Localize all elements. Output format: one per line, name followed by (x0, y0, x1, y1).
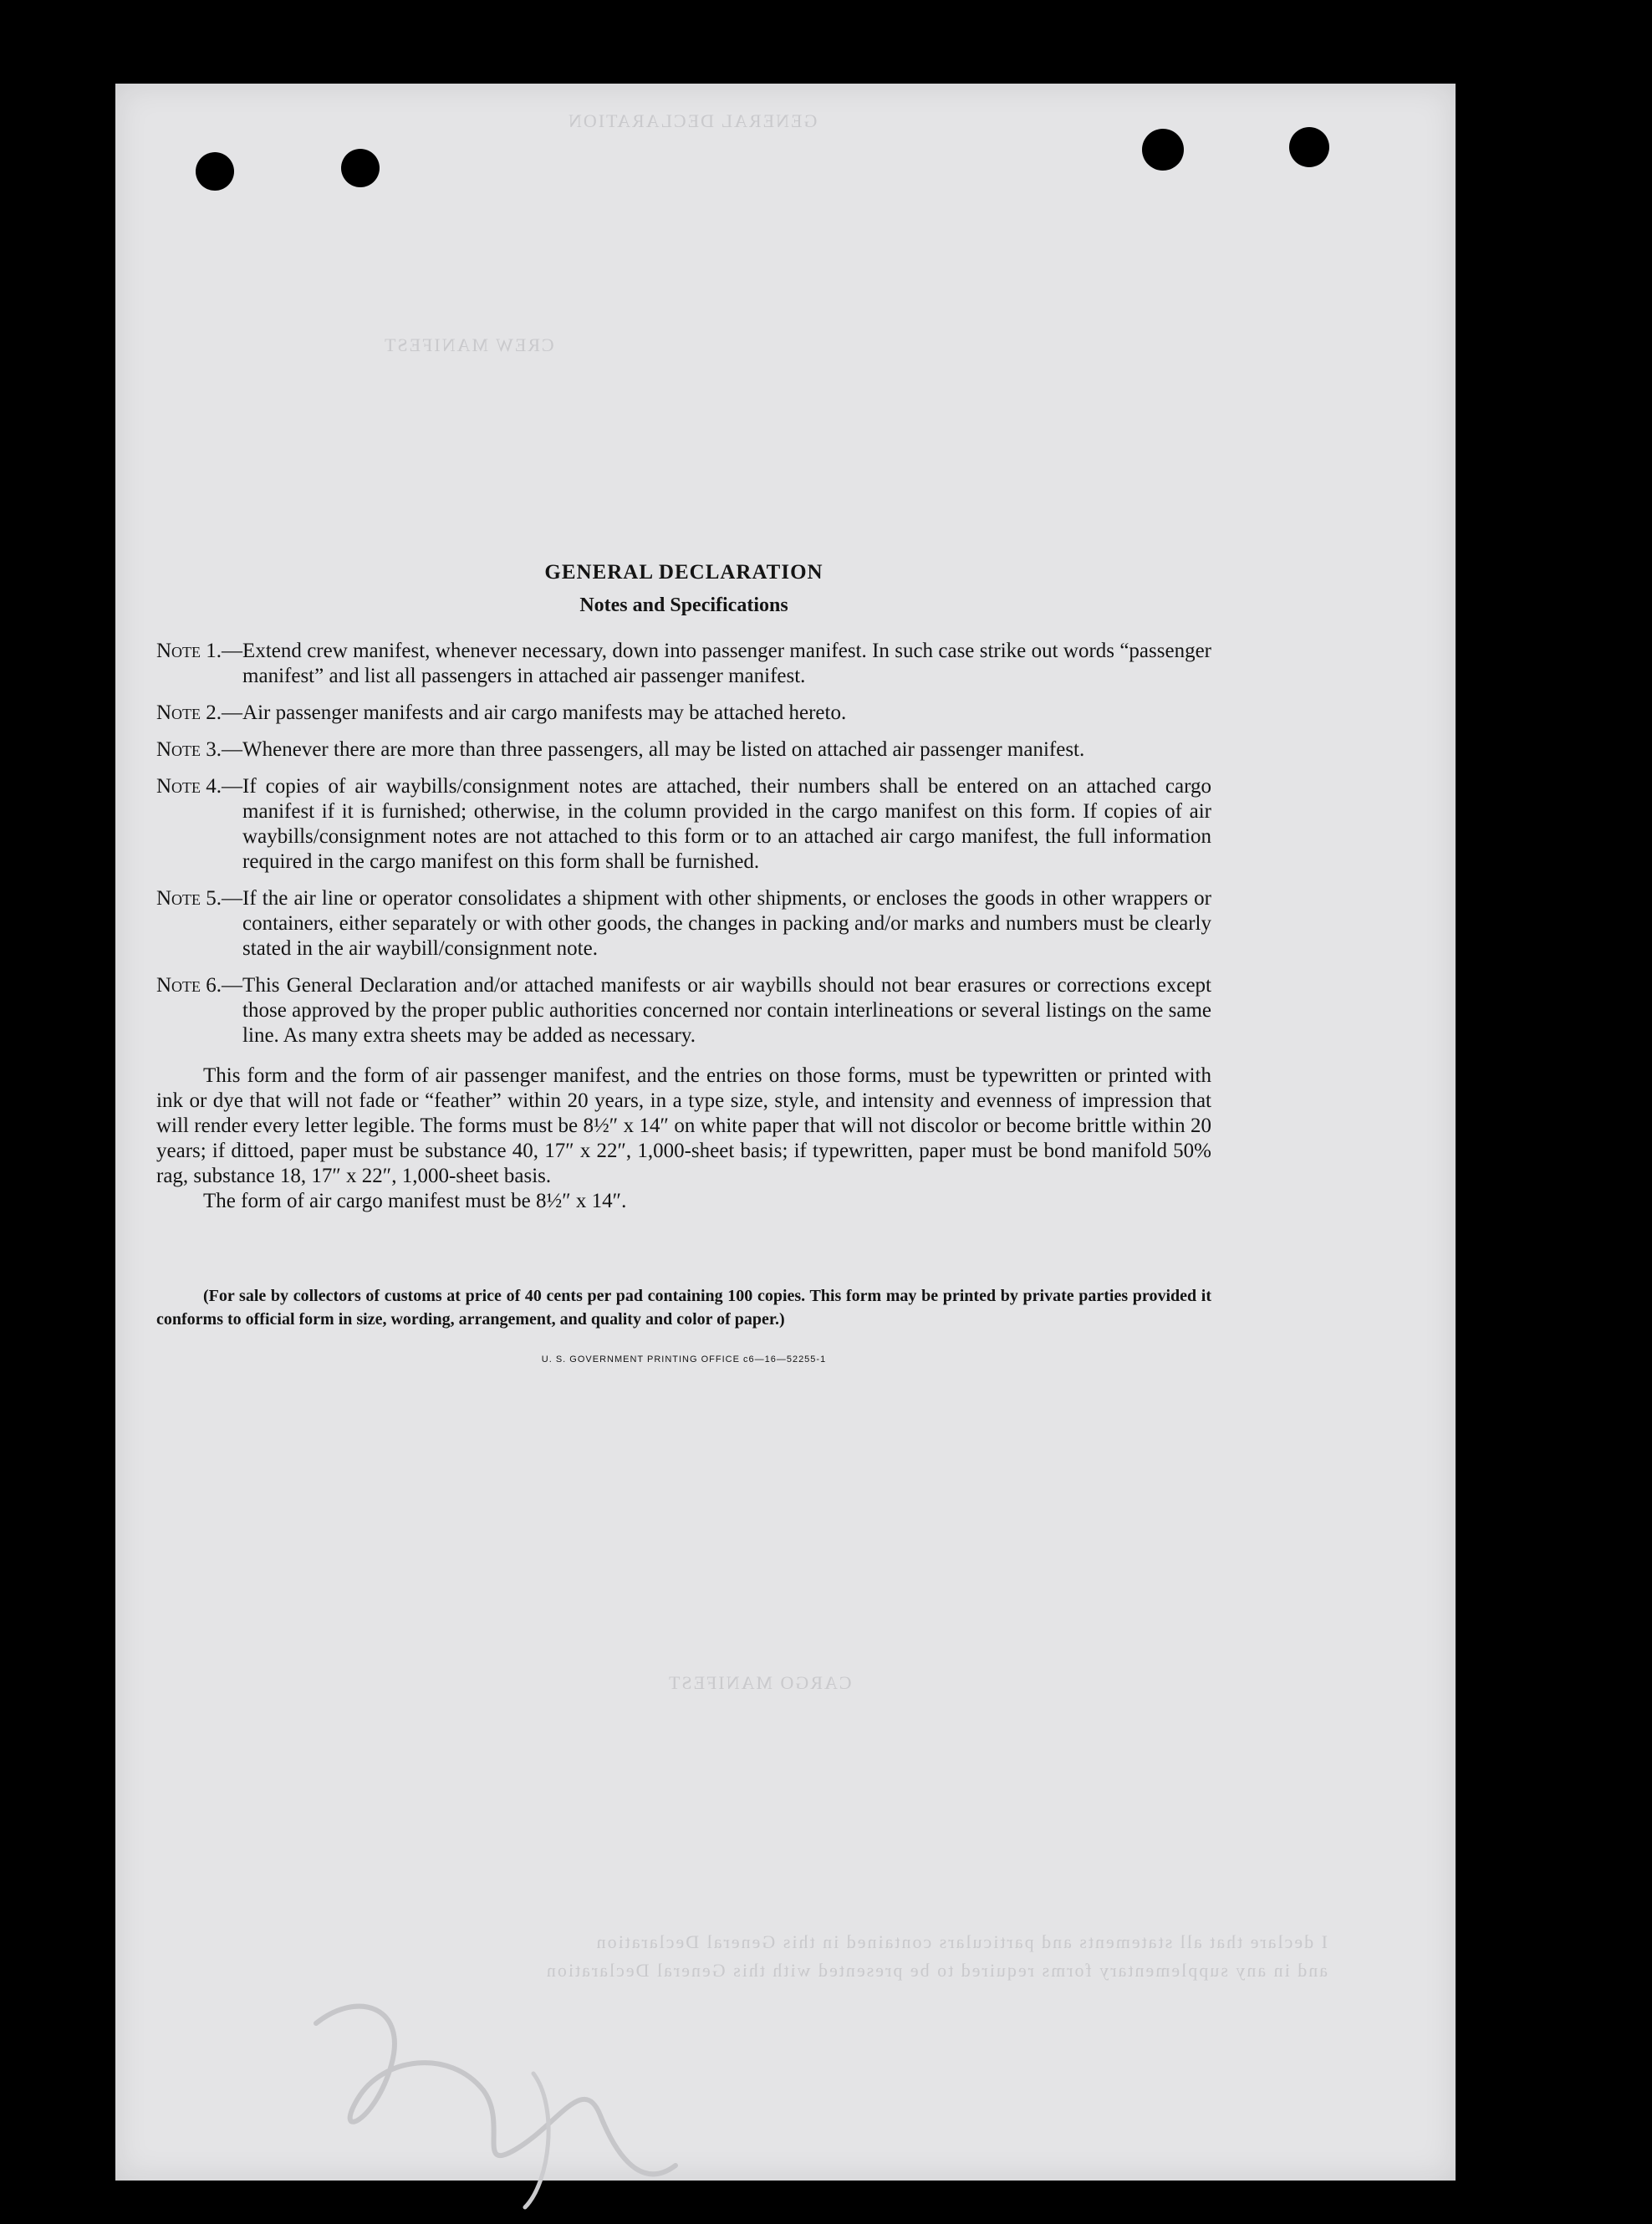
note-text: Whenever there are more than three passengers, all may be listed on attached air passenger manifest. (242, 738, 1085, 761)
note-label: Note 4.— (156, 775, 243, 798)
bleed-through-text: CARGO MANIFEST (667, 1672, 852, 1693)
cargo-manifest-size-paragraph: The form of air cargo manifest must be 8½″ x 14″. (203, 1190, 627, 1212)
note-label: Note 5.— (156, 887, 243, 910)
note-text: Air passenger manifests and air cargo manifests may be attached hereto. (242, 701, 847, 724)
note-label: Note 3.— (156, 738, 243, 761)
note-2 (156, 701, 1211, 726)
document-subtitle: Notes and Specifications (579, 594, 788, 616)
note-5 (156, 886, 1211, 962)
note-text: If copies of air waybills/consignment notes are attached, their numbers shall be entered on an attached cargo manifest if it is furnished; otherwise, in the column provided in the cargo manifest on this form. If copies of air waybills/consignment notes are not attached to this form or to an attached air cargo manifest, the full information required in the cargo manifest on this form shall be furnished. (242, 775, 1211, 873)
note-6 (156, 973, 1211, 1048)
note-text: This General Declaration and/or attached manifests or air waybills should not bear erasures or corrections except those approved by the proper public authorities concerned nor contain interlineations or several listings on the same line. As many extra sheets may be added as necessary. (242, 974, 1211, 1047)
punch-hole (1142, 129, 1184, 171)
sale-notice: (For sale by collectors of customs at price of 40 cents per pad containing 100 copies. This form may be printed by private parties provided it conforms to official form in size, wording, arrangement, and quality and color of paper.) (156, 1287, 1211, 1329)
bleed-through-text: GENERAL DECLARATION (567, 110, 818, 131)
note-1 (156, 639, 1211, 689)
punch-hole (341, 149, 380, 187)
punch-hole (196, 152, 234, 191)
bleed-through-text: and in any supplementary forms required to be presented with this General Declaration (544, 1960, 1328, 1981)
paper-specification-paragraph: This form and the form of air passenger manifest, and the entries on those forms, must be typewritten or printed with ink or dye that will not fade or “feather” within 20 years, in a type size, style, and intensity and evenness of impression that will render every letter legible. The forms must be 8½″ x 14″ on white paper that will not discolor or become brittle within 20 years; if dittoed, paper must be substance 40, 17″ x 22″, 1,000-sheet basis; if typewritten, paper must be bond manifold 50% rag, substance 18, 17″ x 22″, 1,000-sheet basis. (156, 1064, 1211, 1187)
faint-signature (283, 1973, 751, 2224)
bleed-through-text: CREW MANIFEST (383, 334, 554, 355)
note-3 (156, 737, 1211, 763)
punch-hole (1289, 127, 1329, 167)
note-4 (156, 774, 1211, 875)
note-label: Note 1.— (156, 640, 243, 662)
printer-imprint: U. S. GOVERNMENT PRINTING OFFICE c6—16—52255-1 (541, 1354, 827, 1364)
note-text: Extend crew manifest, whenever necessary, down into passenger manifest. In such case strike out words “passenger manifest” and list all passengers in attached air passenger manifest. (242, 640, 1211, 687)
note-label: Note 6.— (156, 974, 243, 997)
document-title: GENERAL DECLARATION (544, 561, 823, 584)
note-text: If the air line or operator consolidates a shipment with other shipments, or encloses the goods in other wrappers or containers, either separately or with other goods, the changes in packing and/or marks and numbers must be clearly stated in the air waybill/consignment note. (242, 887, 1211, 960)
bleed-through-text: I declare that all statements and particulars contained in this General Declaration (594, 1931, 1328, 1952)
note-label: Note 2.— (156, 701, 243, 724)
declaration-notes (156, 559, 1211, 1364)
